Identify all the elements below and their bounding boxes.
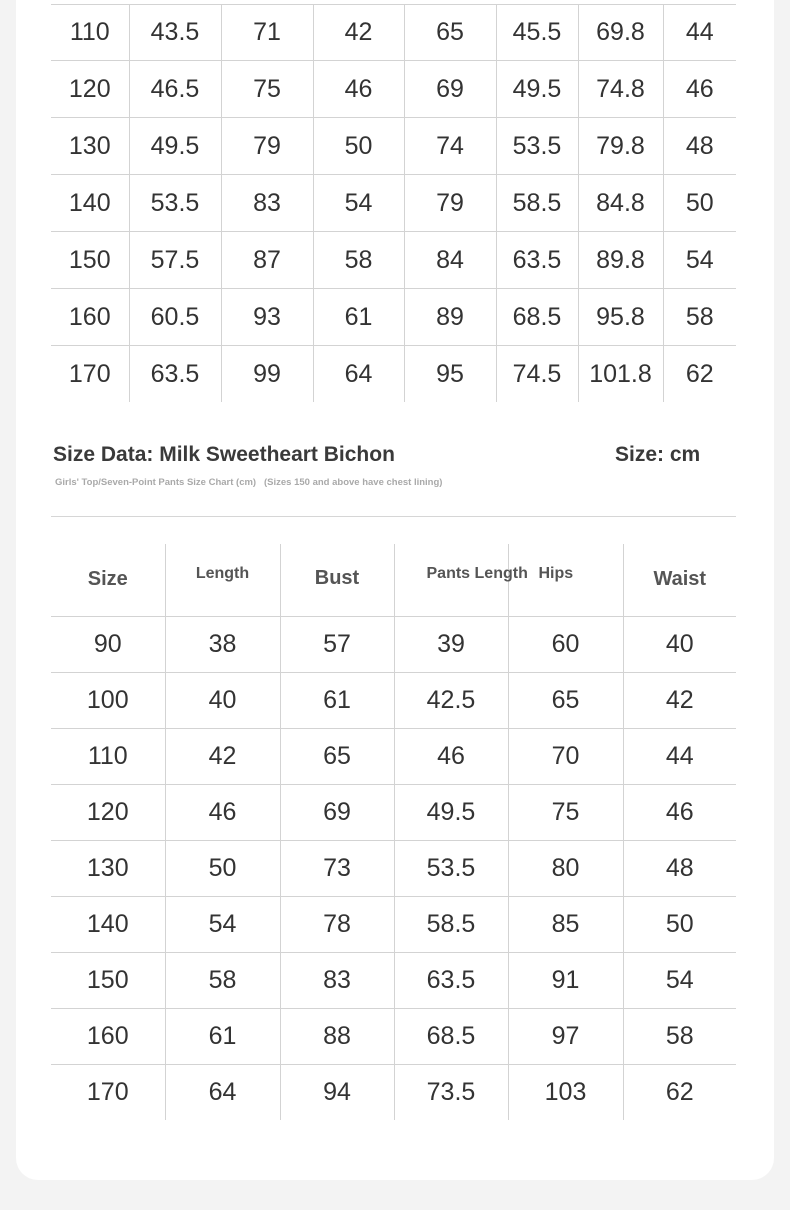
table-row [51,841,736,897]
table-cell: 49.5 [496,61,578,118]
table-cell: 45.5 [496,5,578,61]
table-cell: 75 [221,61,313,118]
header-pants-length: Pants Length [394,544,508,617]
table-row [51,5,736,61]
table-cell: 73 [280,841,394,897]
table-cell: 46 [663,61,736,118]
table-cell: 93 [221,289,313,346]
table-row [51,118,736,175]
table-row [51,897,736,953]
table-cell: 85 [508,897,623,953]
table-cell: 79.8 [578,118,663,175]
table-cell: 69.8 [578,5,663,61]
table-row [51,289,736,346]
table-cell: 65 [508,673,623,729]
table-cell: 68.5 [496,289,578,346]
table-row [51,673,736,729]
table-cell: 78 [280,897,394,953]
header-length: Length [165,544,280,617]
table-cell: 58 [165,953,280,1009]
table-cell: 58 [313,232,404,289]
table-row [51,175,736,232]
table-cell: 73.5 [394,1065,508,1121]
table-cell: 94 [280,1065,394,1121]
table-cell: 63.5 [496,232,578,289]
table-cell: 53.5 [394,841,508,897]
table-cell: 65 [404,5,496,61]
table-cell: 38 [165,617,280,673]
table-cell: 46 [394,729,508,785]
table-cell: 60 [508,617,623,673]
table-cell: 62 [663,346,736,403]
table-cell: 170 [51,1065,165,1121]
table-cell: 88 [280,1009,394,1065]
size-table-continued [51,4,736,402]
table-cell: 54 [623,953,736,1009]
table-cell: 84.8 [578,175,663,232]
table-cell: 39 [394,617,508,673]
table-row [51,785,736,841]
table-cell: 160 [51,289,129,346]
table-cell: 120 [51,785,165,841]
table-cell: 90 [51,617,165,673]
table-row [51,1009,736,1065]
table-cell: 42 [313,5,404,61]
table-cell: 65 [280,729,394,785]
unit-label: Size: cm [615,443,701,466]
table-cell: 170 [51,346,129,403]
table-cell: 49.5 [394,785,508,841]
table-cell: 42.5 [394,673,508,729]
table-cell: 58.5 [496,175,578,232]
table-row [51,617,736,673]
table-cell: 68.5 [394,1009,508,1065]
table-cell: 89 [404,289,496,346]
table-cell: 44 [623,729,736,785]
table-cell: 58.5 [394,897,508,953]
table-cell: 50 [165,841,280,897]
table-cell: 53.5 [129,175,221,232]
table-cell: 61 [313,289,404,346]
table-row [51,61,736,118]
table-cell: 63.5 [394,953,508,1009]
table-cell: 43.5 [129,5,221,61]
table-row [51,953,736,1009]
table-cell: 91 [508,953,623,1009]
header-size: Size [87,568,128,590]
table-cell: 140 [51,897,165,953]
table-cell: 71 [221,5,313,61]
table-cell: 54 [165,897,280,953]
table-cell: 46.5 [129,61,221,118]
table-cell: 49.5 [129,118,221,175]
table-cell: 74.5 [496,346,578,403]
header-waist: Waist [623,544,736,617]
table-row [51,346,736,403]
table-cell: 46 [313,61,404,118]
table-cell: 40 [623,617,736,673]
table-cell: 61 [280,673,394,729]
section-divider [51,516,736,517]
table-row [51,232,736,289]
table-cell: 46 [165,785,280,841]
table-cell: 160 [51,1009,165,1065]
table-cell: 58 [623,1009,736,1065]
table-cell: 40 [165,673,280,729]
table-cell: 83 [221,175,313,232]
section-title: Size Data: Milk Sweetheart Bichon [53,443,395,466]
chart-note: (Sizes 150 and above have chest lining) [264,477,443,488]
table-cell: 120 [51,61,129,118]
table-cell: 58 [663,289,736,346]
table-cell: 83 [280,953,394,1009]
table-row [51,729,736,785]
table-cell: 54 [663,232,736,289]
table-cell: 61 [165,1009,280,1065]
table-cell: 50 [623,897,736,953]
table-cell: 42 [623,673,736,729]
table-cell: 103 [508,1065,623,1121]
table-cell: 46 [623,785,736,841]
table-cell: 74.8 [578,61,663,118]
table-cell: 99 [221,346,313,403]
table-cell: 79 [404,175,496,232]
table-cell: 95.8 [578,289,663,346]
table-cell: 97 [508,1009,623,1065]
table-cell: 69 [280,785,394,841]
table-cell: 80 [508,841,623,897]
table-cell: 53.5 [496,118,578,175]
header-hips: Hips [508,544,623,617]
table-cell: 150 [51,953,165,1009]
table-cell: 79 [221,118,313,175]
table-cell: 95 [404,346,496,403]
table-cell: 42 [165,729,280,785]
table-cell: 110 [51,5,129,61]
table-cell: 101.8 [578,346,663,403]
table-cell: 63.5 [129,346,221,403]
table-header-row [51,544,736,617]
table-cell: 89.8 [578,232,663,289]
table-row [51,1065,736,1121]
girls-size-table [51,544,736,1120]
table-cell: 50 [313,118,404,175]
table-cell: 48 [663,118,736,175]
table-cell: 48 [623,841,736,897]
table-cell: 54 [313,175,404,232]
table-cell: 110 [51,729,165,785]
header-bust: Bust [280,544,394,617]
table-cell: 57.5 [129,232,221,289]
table-cell: 130 [51,118,129,175]
table-cell: 84 [404,232,496,289]
table-cell: 44 [663,5,736,61]
chart-subtitle: Girls' Top/Seven-Point Pants Size Chart (cm) [55,477,257,488]
table-cell: 60.5 [129,289,221,346]
table-cell: 87 [221,232,313,289]
table-cell: 100 [51,673,165,729]
table-cell: 64 [165,1065,280,1121]
table-cell: 64 [313,346,404,403]
table-cell: 57 [280,617,394,673]
table-cell: 140 [51,175,129,232]
table-cell: 50 [663,175,736,232]
table-cell: 62 [623,1065,736,1121]
table-cell: 130 [51,841,165,897]
table-cell: 69 [404,61,496,118]
table-cell: 75 [508,785,623,841]
table-cell: 150 [51,232,129,289]
table-cell: 74 [404,118,496,175]
table-cell: 70 [508,729,623,785]
